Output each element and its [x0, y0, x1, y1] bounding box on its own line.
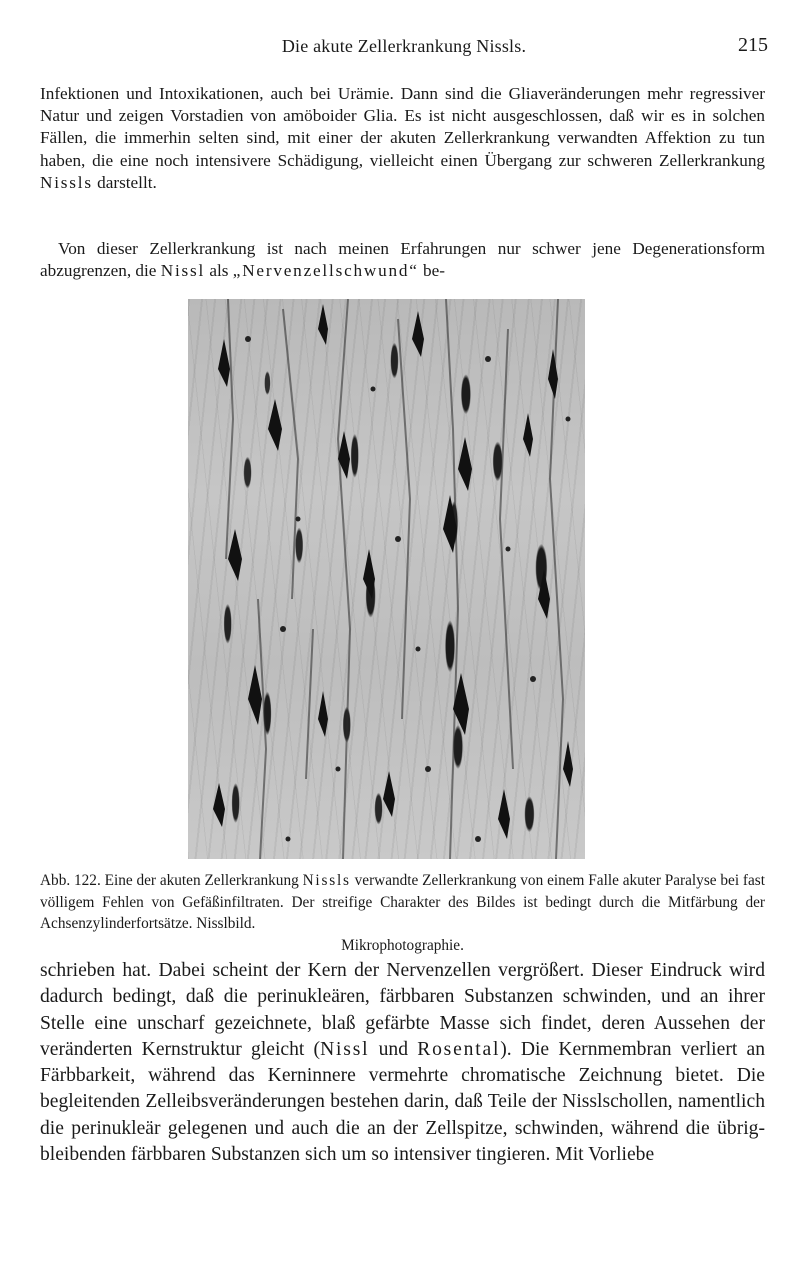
paragraph-1-end: darstellt. — [92, 172, 157, 192]
micrograph-image — [188, 299, 585, 859]
figure-label: Abb. 122. — [40, 872, 101, 889]
author-name: Nissl — [160, 261, 206, 281]
paragraph-3-mid: und — [369, 1038, 418, 1060]
figure-caption — [40, 870, 765, 956]
author-name: Nissls — [302, 872, 351, 889]
author-name: Nissls — [40, 172, 93, 192]
paragraph-3-start: schrieben hat. Dabei scheint der Kern der Nervenzellen vergrößert. Dieser Eindruck wird dadurch bedingt, daß die perinukleären, färbbaren Substanzen schwinden, und an ihrer Stelle eine unscharf gezeichnete, blaß gefärbte Masse sich findet, deren Aussehen der veränderten Kernstruktur gleicht ( — [40, 960, 765, 1060]
author-name: Rosental — [417, 1038, 501, 1060]
paragraph-3 — [40, 958, 765, 1168]
paragraph-2-mid: als — [205, 261, 233, 281]
caption-part-2: verwandte Zellerkrankung von einem Falle akuter Paralyse bei fast völligem Fehlen von Gefäßinfiltraten. Der streifige Charakter des Bildes ist bedingt durch die Mitfärbung der Achsenzylinderfortsätze. Nisslbild. — [40, 872, 765, 932]
paragraph-2 — [40, 238, 765, 282]
paragraph-2-start: Von dieser Zellerkrankung ist nach meinen Erfahrungen nur schwer jene Degenerationsform abzugrenzen, die — [40, 239, 765, 281]
micrograph-figure — [188, 299, 585, 859]
running-title: Die akute Zellerkrankung Nissls. — [281, 36, 527, 56]
paragraph-2-end: be- — [418, 261, 445, 281]
paragraph-3-end: ). Die Kernmembran verliert an Färbbarkeit, während das Kerninnere vermehrte chromatische Zeichnung bietet. Die begleitenden Zelleibsveränderungen bestehen darin, daß Teile der Nisslschollen, namentlich die perinukleär gelegenen und auch die an der Zellspitze, schwinden, während die übrigbleibenden färbbaren Substanzen sich um so intensiver tingieren. Mit Vorliebe — [40, 1038, 765, 1166]
term: „Nervenzellschwund“ — [232, 261, 419, 281]
caption-part-1: Eine der akuten Zellerkrankung — [100, 872, 303, 889]
page-header — [40, 34, 768, 64]
page-number: 215 — [738, 34, 768, 56]
caption-last-line: Mikrophotographie. — [341, 936, 464, 954]
author-name: Nissl — [320, 1038, 370, 1060]
paragraph-1-text: Infektionen und Intoxikationen, auch bei Urämie. Dann sind die Gliaveränderungen mehr regressiver Natur und zeigen Vorstadien von amöboider Glia. Es ist nicht ausgeschlossen, daß wir es in solchen Fällen, die immerhin selten sind, mit einer der akuten Zellerkrankung verwandten Affektion zu tun haben, die eine noch intensivere Schädigung, vielleicht einen Übergang zur schweren Zellerkrankung — [40, 84, 765, 170]
paragraph-1 — [40, 83, 765, 194]
